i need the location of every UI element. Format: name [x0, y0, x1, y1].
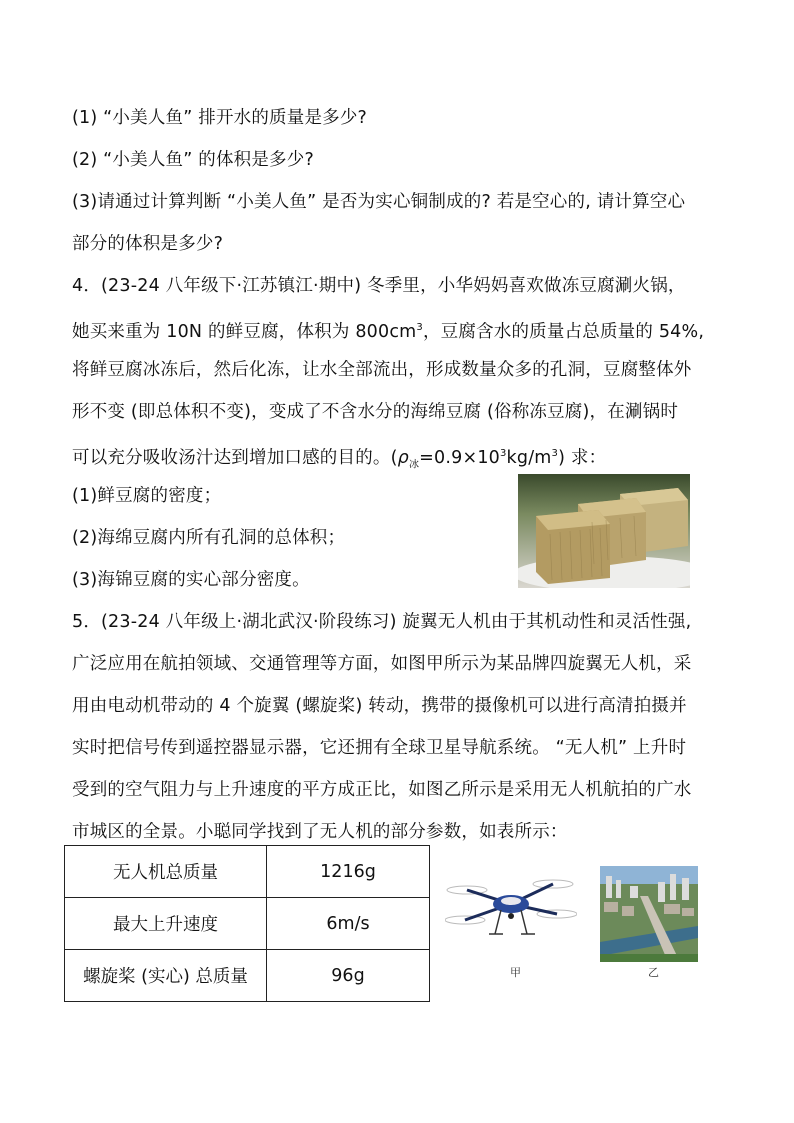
- q5-line2: 广泛应用在航拍领域、交通管理等方面，如图甲所示为某品牌四旋翼无人机，采: [72, 654, 692, 674]
- q4-line5-post: ) 求：: [558, 447, 607, 468]
- q3-part2: (2) “小美人鱼” 的体积是多少?: [72, 150, 314, 170]
- exp-1: 3: [499, 448, 507, 459]
- q4-line2-pre: 她买来重为 10N 的鲜豆腐，体积为 800cm: [72, 321, 417, 342]
- density-value: =0.9×10: [419, 447, 500, 468]
- table-row: [65, 898, 430, 950]
- rho-subscript: 冰: [408, 459, 420, 471]
- q4-sub3: (3)海锦豆腐的实心部分密度。: [72, 570, 310, 590]
- q4-line5: [72, 442, 606, 477]
- q4-line3: 将鲜豆腐冰冻后，然后化冻，让水全部流出，形成数量众多的孔洞，豆腐整体外: [72, 360, 692, 380]
- city-photo: [600, 866, 698, 962]
- q5-line6: 市城区的全景。小聪同学找到了无人机的部分参数，如表所示：: [72, 822, 568, 842]
- q4-line1: 4．(23-24 八年级下·江苏镇江·期中) 冬季里，小华妈妈喜欢做冻豆腐涮火锅，: [72, 276, 686, 296]
- caption-a: 甲: [510, 966, 521, 979]
- table-row: [65, 846, 430, 898]
- q3-part3-line1: (3)请通过计算判断 “小美人鱼” 是否为实心铜制成的? 若是空心的, 请计算空心: [72, 192, 686, 212]
- param-name: 最大上升速度: [65, 898, 267, 950]
- density-unit: kg/m: [506, 447, 552, 468]
- param-value: 96g: [267, 950, 430, 1002]
- q4-line2-post: ，豆腐含水的质量占总质量的 54%,: [422, 321, 705, 342]
- exp-2: 3: [551, 448, 559, 459]
- rho-symbol: ρ: [397, 447, 409, 468]
- q4-line5-pre: 可以充分吸收汤汁达到增加口感的目的。(: [72, 447, 398, 468]
- q3-part1: (1) “小美人鱼” 排开水的质量是多少?: [72, 108, 368, 128]
- q5-line4: 实时把信号传到遥控器显示器，它还拥有全球卫星导航系统。 “无人机” 上升时: [72, 738, 687, 758]
- q4-sub2: (2)海绵豆腐内所有孔洞的总体积；: [72, 528, 346, 548]
- q4-line2: [72, 316, 704, 344]
- q5-line1: 5．(23-24 八年级上·湖北武汉·阶段练习) 旋翼无人机由于其机动性和灵活性强,: [72, 612, 692, 632]
- q4-line2-sup: 3: [416, 322, 423, 333]
- caption-b: 乙: [648, 966, 659, 979]
- tofu-photo: [518, 474, 690, 588]
- param-value: 1216g: [267, 846, 430, 898]
- table-row: [65, 950, 430, 1002]
- drone-photo: [445, 870, 577, 942]
- param-name: 无人机总质量: [65, 846, 267, 898]
- param-value: 6m/s: [267, 898, 430, 950]
- q5-line3: 用由电动机带动的 4 个旋翼 (螺旋桨) 转动，携带的摄像机可以进行高清拍摄并: [72, 696, 687, 716]
- q5-line5: 受到的空气阻力与上升速度的平方成正比，如图乙所示是采用无人机航拍的广水: [72, 780, 692, 800]
- param-name: 螺旋桨 (实心) 总质量: [65, 950, 267, 1002]
- q4-sub1: (1)鲜豆腐的密度；: [72, 486, 222, 506]
- q3-part3-line2: 部分的体积是多少?: [72, 234, 224, 254]
- drone-params-table: [64, 845, 430, 1002]
- q4-line4: 形不变 (即总体积不变)，变成了不含水分的海绵豆腐 (俗称冻豆腐)，在涮锅时: [72, 402, 679, 422]
